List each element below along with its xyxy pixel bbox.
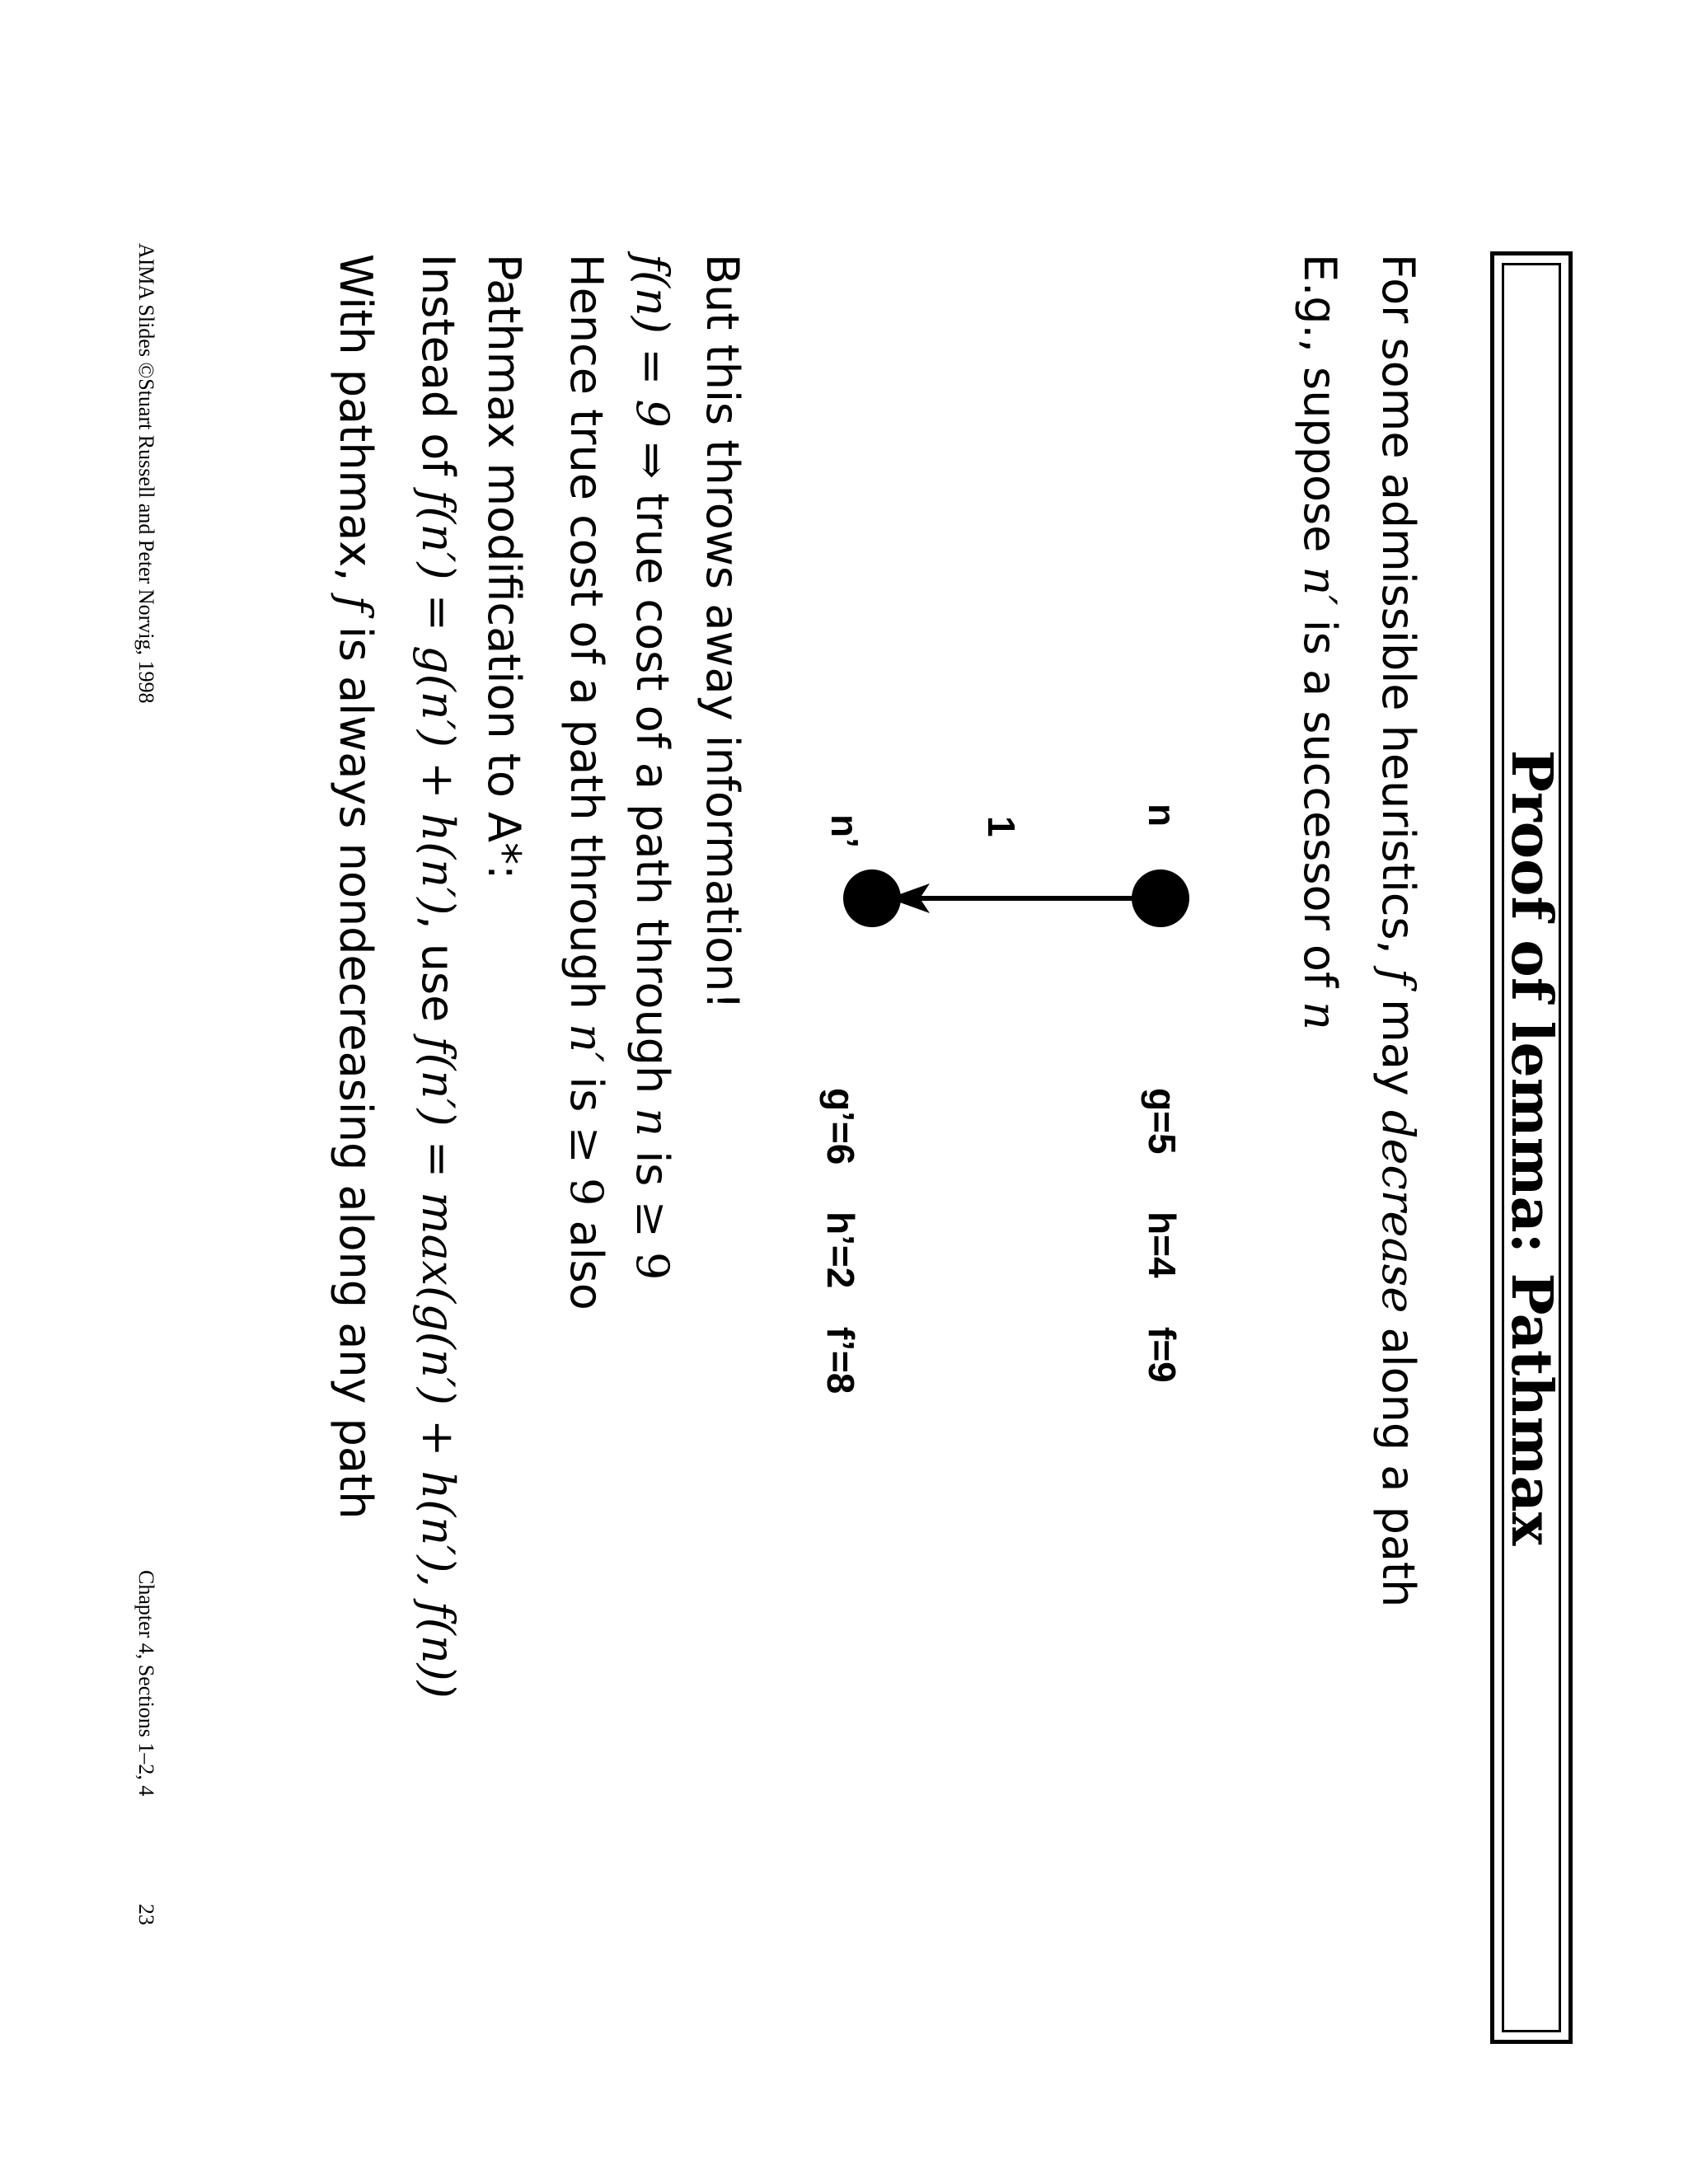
text-line-7 bbox=[412, 254, 464, 1699]
node-nprime-label: n’ bbox=[823, 814, 866, 848]
text-line-6: Pathmax modification to A*: bbox=[478, 254, 530, 880]
line4-fn-implies: f(n) = 9 ⇒ bbox=[626, 254, 678, 480]
node-n-label: n bbox=[1141, 804, 1184, 827]
line7-expr1: f(n′) = g(n′) + h(n′) bbox=[412, 490, 464, 916]
node-n bbox=[1132, 869, 1189, 927]
line4-n: n bbox=[626, 1108, 678, 1137]
line5-nprime: n′ bbox=[560, 1024, 612, 1063]
line5-text-b: is bbox=[560, 1062, 612, 1127]
line1-text-a: For some admissible heuristics, bbox=[1372, 254, 1424, 968]
node-n-h-value: h=4 bbox=[1141, 1212, 1184, 1278]
line2-nprime: n′ bbox=[1294, 566, 1346, 606]
footer-chapter: Chapter 4, Sections 1–2, 4 bbox=[134, 1570, 158, 1797]
line7-text-a: Instead of bbox=[412, 254, 464, 490]
line2-text-a: E.g., suppose bbox=[1294, 254, 1346, 567]
node-n-g-value: g=5 bbox=[1141, 1088, 1184, 1155]
text-line-1 bbox=[1372, 254, 1424, 1608]
node-nprime-f-value: f’=8 bbox=[819, 1327, 862, 1394]
line5-ge9: ≥ 9 bbox=[560, 1126, 612, 1207]
line4-ge9: ≥ 9 bbox=[626, 1200, 678, 1281]
line7-text-b: , use bbox=[412, 915, 464, 1037]
line1-decrease: decrease bbox=[1372, 1109, 1424, 1314]
text-line-8 bbox=[330, 254, 382, 1520]
node-nprime bbox=[843, 869, 901, 927]
node-nprime-g-value: g’=6 bbox=[819, 1088, 862, 1165]
text-line-5 bbox=[560, 254, 612, 1310]
line4-text-b: is bbox=[626, 1137, 678, 1201]
search-tree-diagram bbox=[831, 849, 1210, 948]
line4-text-a: true cost of a path through bbox=[626, 479, 678, 1108]
line7-expr2: f(n′) = max(g(n′) + h(n′), f(n)) bbox=[412, 1036, 464, 1699]
line8-f: f bbox=[330, 595, 382, 612]
line5-text-c: also bbox=[560, 1206, 612, 1310]
title-box bbox=[1490, 251, 1573, 2044]
slide-title: Proof of lemma: Pathmax bbox=[1498, 749, 1564, 1546]
node-n-f-value: f=9 bbox=[1141, 1327, 1184, 1383]
line5-text-a: Hence true cost of a path through bbox=[560, 254, 612, 1024]
line1-text-b: may bbox=[1372, 984, 1424, 1110]
text-line-2 bbox=[1294, 254, 1346, 1030]
line1-text-c: along a path bbox=[1372, 1313, 1424, 1608]
line8-text-a: With pathmax, bbox=[330, 254, 382, 596]
footer-page-number: 23 bbox=[134, 1904, 158, 1925]
line2-text-b: is a successor of bbox=[1294, 605, 1346, 1002]
line2-n: n bbox=[1294, 1001, 1346, 1030]
footer-credit: AIMA Slides ©Stuart Russell and Peter Norvig, 1998 bbox=[134, 243, 158, 704]
edge-cost-label: 1 bbox=[980, 816, 1023, 837]
line1-f: f bbox=[1372, 968, 1424, 985]
text-line-3: But this throws away information! bbox=[696, 254, 748, 1010]
text-line-4 bbox=[626, 254, 678, 1281]
line8-text-b: is always nondecreasing along any path bbox=[330, 612, 382, 1520]
node-nprime-h-value: h’=2 bbox=[819, 1212, 862, 1289]
